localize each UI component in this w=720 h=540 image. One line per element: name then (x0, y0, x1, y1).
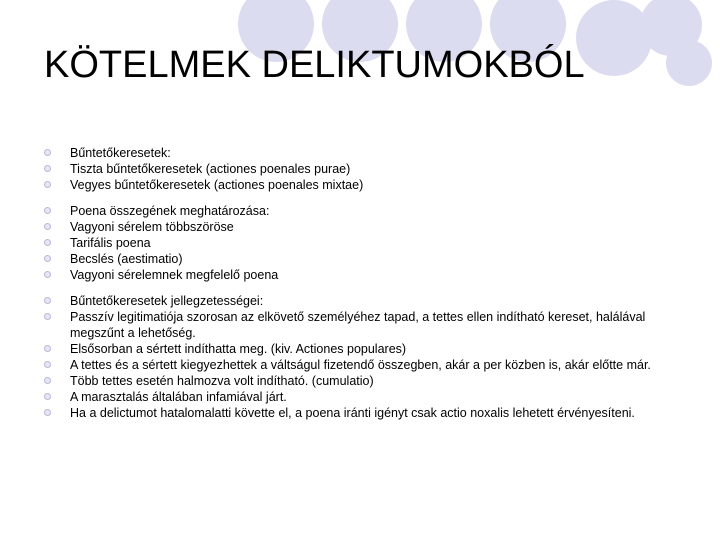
bullet-item (40, 309, 680, 341)
bullet-item (40, 251, 680, 267)
bullet-icon (44, 297, 51, 304)
bullet-icon (44, 271, 51, 278)
bullet-item (40, 373, 680, 389)
bullet-text: Bűntetőkeresetek jellegzetességei: (70, 294, 264, 308)
bullet-text: Több tettes esetén halmozva volt indítható. (cumulatio) (70, 374, 374, 388)
slide-title: KÖTELMEK DELIKTUMOKBÓL (44, 44, 585, 86)
bullet-text: Ha a delictumot hatalomalatti követte el, a poena iránti igényt csak actio noxalis lehetett érvényesíteni. (70, 406, 635, 420)
bullet-group (40, 293, 680, 421)
bullet-text: Tiszta bűntetőkeresetek (actiones poenales purae) (70, 162, 351, 176)
decorative-circle (576, 0, 652, 76)
decorative-circle (666, 40, 712, 86)
bullet-icon (44, 345, 51, 352)
bullet-item (40, 389, 680, 405)
bullet-item (40, 267, 680, 283)
bullet-text: Vagyoni sérelemnek megfelelő poena (70, 268, 279, 282)
bullet-item (40, 235, 680, 251)
slide-content (40, 145, 680, 431)
bullet-icon (44, 149, 51, 156)
bullet-text: Becslés (aestimatio) (70, 252, 183, 266)
bullet-item (40, 405, 680, 421)
bullet-text: Tarifális poena (70, 236, 151, 250)
bullet-text: Poena összegének meghatározása: (70, 204, 270, 218)
bullet-item (40, 219, 680, 235)
bullet-icon (44, 313, 51, 320)
bullet-icon (44, 377, 51, 384)
bullet-text: A marasztalás általában infamiával járt. (70, 390, 287, 404)
bullet-text: Elsősorban a sértett indíthatta meg. (kiv. Actiones populares) (70, 342, 407, 356)
bullet-text: Passzív legitimatiója szorosan az elkövető személyéhez tapad, a tettes ellen indítható kereset, halálával megszűnt a lehetőség. (70, 310, 646, 340)
bullet-icon (44, 207, 51, 214)
bullet-item (40, 293, 680, 309)
bullet-item (40, 341, 680, 357)
bullet-item (40, 161, 680, 177)
bullet-group (40, 145, 680, 193)
bullet-item (40, 203, 680, 219)
bullet-text: Vegyes bűntetőkeresetek (actiones poenales mixtae) (70, 178, 364, 192)
bullet-item (40, 357, 680, 373)
bullet-icon (44, 165, 51, 172)
bullet-text: A tettes és a sértett kiegyezhettek a váltságul fizetendő összegben, akár a per közben is, akár előtte már. (70, 358, 651, 372)
bullet-text: Bűntetőkeresetek: (70, 146, 171, 160)
bullet-icon (44, 361, 51, 368)
bullet-item (40, 177, 680, 193)
bullet-icon (44, 181, 51, 188)
bullet-icon (44, 393, 51, 400)
bullet-icon (44, 223, 51, 230)
bullet-text: Vagyoni sérelem többszöröse (70, 220, 234, 234)
bullet-icon (44, 409, 51, 416)
bullet-group (40, 203, 680, 283)
bullet-icon (44, 255, 51, 262)
bullet-item (40, 145, 680, 161)
bullet-icon (44, 239, 51, 246)
